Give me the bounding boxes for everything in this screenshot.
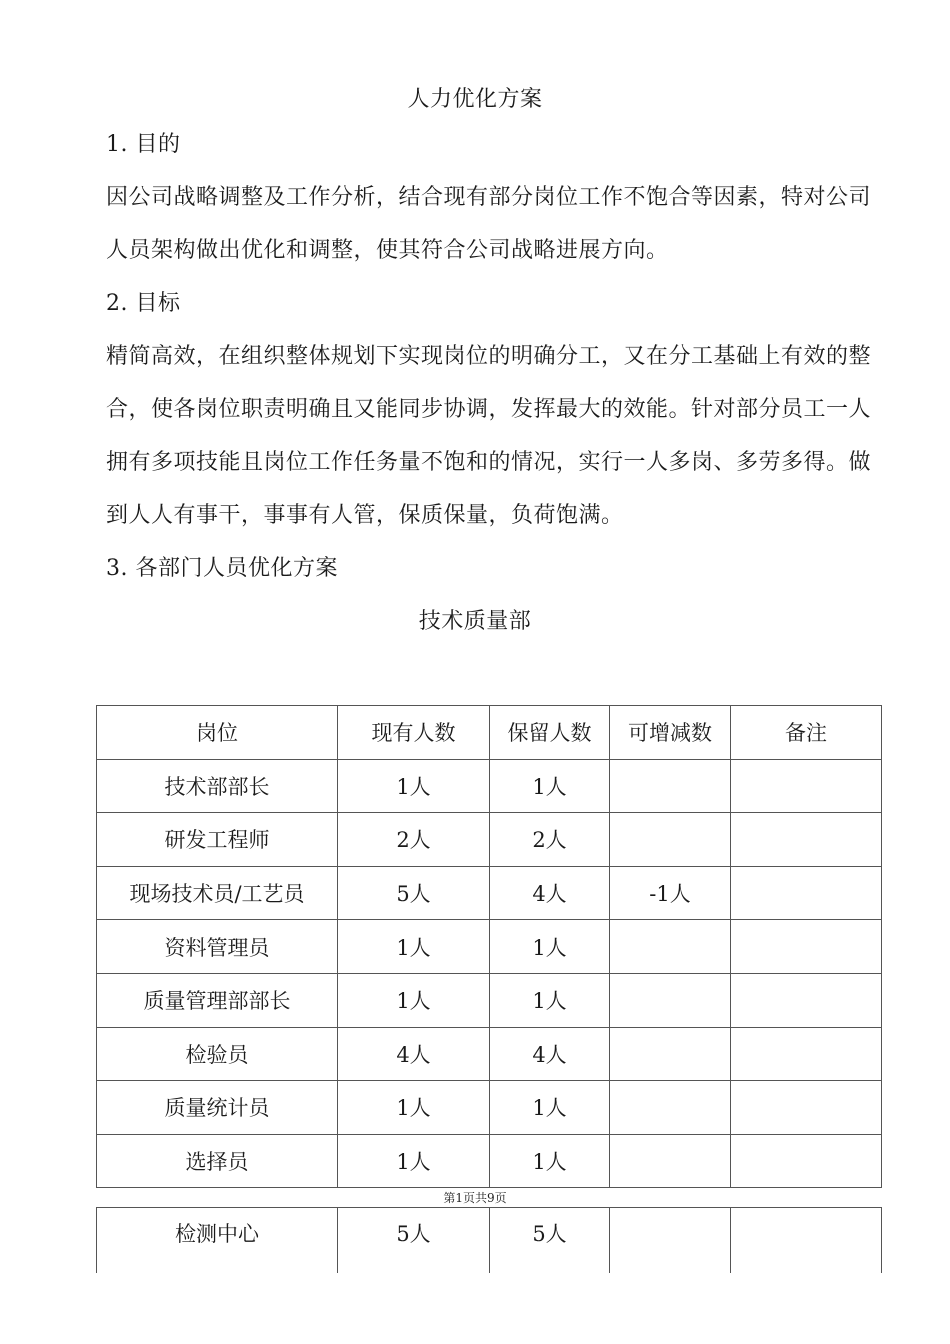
cell-current-count: 2人 [338,813,490,867]
cell-change-count [610,1027,731,1081]
header-cell-change-count: 可增减数 [610,706,731,760]
cell-remarks [731,973,882,1027]
document-title: 人力优化方案 [407,87,543,112]
table-row [97,866,882,920]
cell-current-count: 1人 [338,1134,490,1188]
paragraph-line: 人员架构做出优化和调整，使其符合公司战略进展方向。 [106,238,669,263]
table-row [97,759,882,813]
cell-change-count [610,1081,731,1135]
table-row [97,1081,882,1135]
cell-remarks [731,1081,882,1135]
table-row [97,813,882,867]
header-cell-remarks: 备注 [731,706,882,760]
cell-position: 现场技术员/工艺员 [97,866,338,920]
cell-position: 质量管理部部长 [97,973,338,1027]
cell-retained-count: 2人 [490,813,610,867]
table-row [97,920,882,974]
cell-change-count [610,759,731,813]
cell-remarks [731,866,882,920]
cell-retained-count: 1人 [490,759,610,813]
header-cell-retained-count: 保留人数 [490,706,610,760]
staffing-table-continued [96,1207,882,1273]
table-row [97,1208,882,1274]
cell-change-count: -1人 [610,866,731,920]
cell-retained-count: 4人 [490,1027,610,1081]
department-title: 技术质量部 [418,609,532,634]
header-cell-current-count: 现有人数 [338,706,490,760]
table-row [97,1134,882,1188]
cell-remarks [731,1134,882,1188]
cell-current-count: 1人 [338,1081,490,1135]
section-heading-purpose: 1. 目的 [106,132,181,157]
cell-retained-count: 1人 [490,973,610,1027]
cell-current-count: 1人 [338,759,490,813]
paragraph-line: 合，使各岗位职责明确且又能同步协调，发挥最大的效能。针对部分员工一人 [106,397,872,422]
cell-remarks [731,1208,882,1274]
cell-retained-count: 1人 [490,920,610,974]
cell-retained-count: 4人 [490,866,610,920]
cell-change-count [610,920,731,974]
section-heading-goal: 2. 目标 [106,291,181,316]
table-row [97,1027,882,1081]
cell-change-count [610,1134,731,1188]
section-heading-plan: 3. 各部门人员优化方案 [106,556,338,581]
cell-remarks [731,813,882,867]
cell-position: 检验员 [97,1027,338,1081]
cell-position: 检测中心 [97,1208,338,1274]
cell-current-count: 1人 [338,973,490,1027]
table-header-row [97,706,882,760]
cell-remarks [731,759,882,813]
cell-current-count: 1人 [338,920,490,974]
cell-retained-count: 1人 [490,1081,610,1135]
cell-remarks [731,1027,882,1081]
cell-current-count: 5人 [338,1208,490,1274]
cell-position: 资料管理员 [97,920,338,974]
cell-change-count [610,813,731,867]
header-cell-position: 岗位 [97,706,338,760]
paragraph-line: 到人人有事干，事事有人管，保质保量，负荷饱满。 [106,503,624,528]
cell-change-count [610,1208,731,1274]
staffing-table [96,705,882,1188]
cell-retained-count: 1人 [490,1134,610,1188]
paragraph-line: 精简高效，在组织整体规划下实现岗位的明确分工，又在分工基础上有效的整 [106,344,872,369]
cell-current-count: 5人 [338,866,490,920]
cell-position: 技术部部长 [97,759,338,813]
cell-change-count [610,973,731,1027]
cell-position: 研发工程师 [97,813,338,867]
table-row [97,973,882,1027]
cell-position: 选择员 [97,1134,338,1188]
paragraph-line: 拥有多项技能且岗位工作任务量不饱和的情况，实行一人多岗、多劳多得。做 [106,450,872,475]
cell-retained-count: 5人 [490,1208,610,1274]
cell-position: 质量统计员 [97,1081,338,1135]
paragraph-line: 因公司战略调整及工作分析，结合现有部分岗位工作不饱合等因素，特对公司 [106,185,872,210]
cell-current-count: 4人 [338,1027,490,1081]
page-footer: 第1页共9页 [443,1191,507,1205]
cell-remarks [731,920,882,974]
